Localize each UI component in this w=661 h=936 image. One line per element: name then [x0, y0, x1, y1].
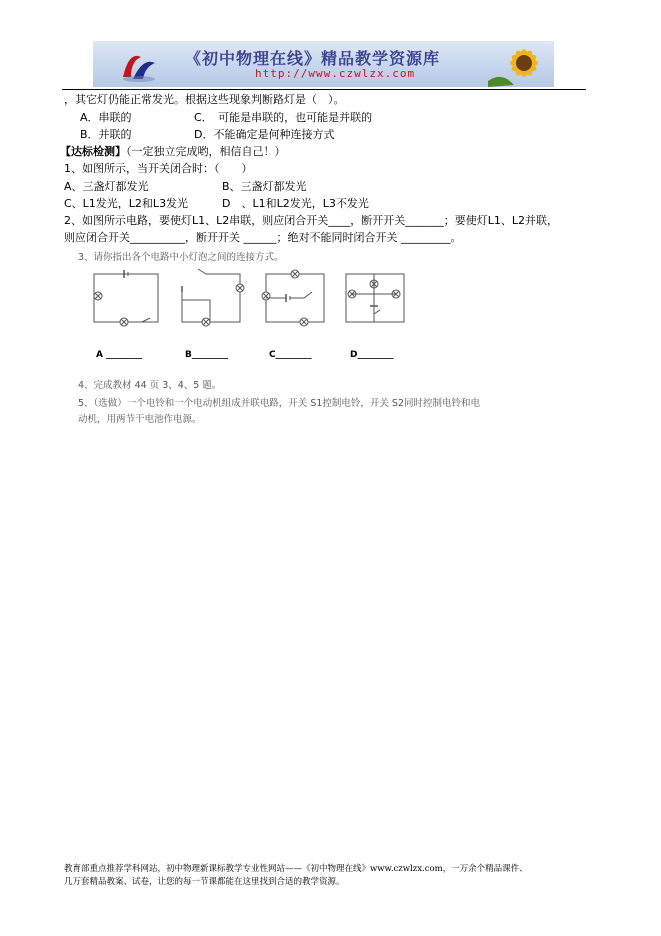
circuit-diagrams: [88, 266, 418, 336]
section-heading: [60, 145, 286, 159]
figure-label-b: B________: [185, 350, 228, 360]
circuit-d-icon: [346, 274, 404, 322]
question-5-line1: 5、（选做）一个电铃和一个电动机组成并联电路，开关 S1控制电铃，开关 S2同时控制电铃和电: [78, 398, 480, 409]
section-title: 【达标检测】: [60, 145, 126, 158]
circuit-a-icon: [94, 270, 158, 326]
footer-line1: 教育部重点推荐学科网站，初中物理新课标教学专业性网站——《初中物理在线》www.czwlzx.com，一万余个精品课件、: [64, 864, 528, 874]
site-logo-icon: [119, 47, 159, 83]
question-2-line1: 2、如图所示电路，要使灯L1、L2串联，则应闭合开关____，断开开关_______；要使灯L1、L2并联，: [64, 214, 559, 227]
footer-line2: 几万套精品教案、试卷，让您的每一节课都能在这里找到合适的教学资源。: [64, 877, 345, 887]
sunflower-icon: [488, 41, 554, 87]
option-d: D．不能确定是何种连接方式: [194, 128, 335, 141]
banner-title: 《初中物理在线》精品教学资源库: [185, 49, 441, 68]
section-note: （一定独立完成哟，相信自己！）: [126, 145, 286, 158]
figure-label-d: D________: [350, 350, 394, 360]
option-c: C． 可能是串联的，也可能是并联的: [194, 111, 373, 124]
q1-option-b: B、三盏灯都发光: [222, 180, 307, 193]
q1-option-a: A、三盏灯都发光: [64, 180, 149, 193]
circuit-c-icon: [262, 270, 324, 326]
question-3: 3、请你指出各个电路中小灯泡之间的连接方式。: [78, 252, 284, 263]
q1-option-c: C、L1发光，L2和L3发光: [64, 197, 189, 210]
question-tail: ，其它灯仍能正常发光。根据这些现象判断路灯是（ ）。: [64, 93, 345, 106]
option-b: B．并联的: [80, 128, 132, 141]
header-rule: [62, 89, 586, 90]
question-4: 4、完成教材 44 页 3、4、5 题。: [78, 380, 222, 391]
question-5-line2: 动机，用两节干电池作电源。: [78, 414, 202, 425]
question-2-line2: 则应闭合开关__________，断开开关 ______；绝对不能同时闭合开关 _________。: [64, 231, 462, 244]
q1-option-d: D 、L1和L2发光，L3不发光: [222, 197, 369, 210]
figure-label-c: C________: [269, 350, 312, 360]
question-1: 1、如图所示，当开关闭合时：（ ）: [64, 162, 253, 175]
header-banner: [93, 41, 554, 87]
figure-label-a: A ________: [96, 350, 143, 360]
option-a: A．串联的: [80, 111, 132, 124]
banner-url: http://www.czwlzx.com: [255, 67, 416, 80]
circuit-b-icon: [182, 269, 244, 326]
